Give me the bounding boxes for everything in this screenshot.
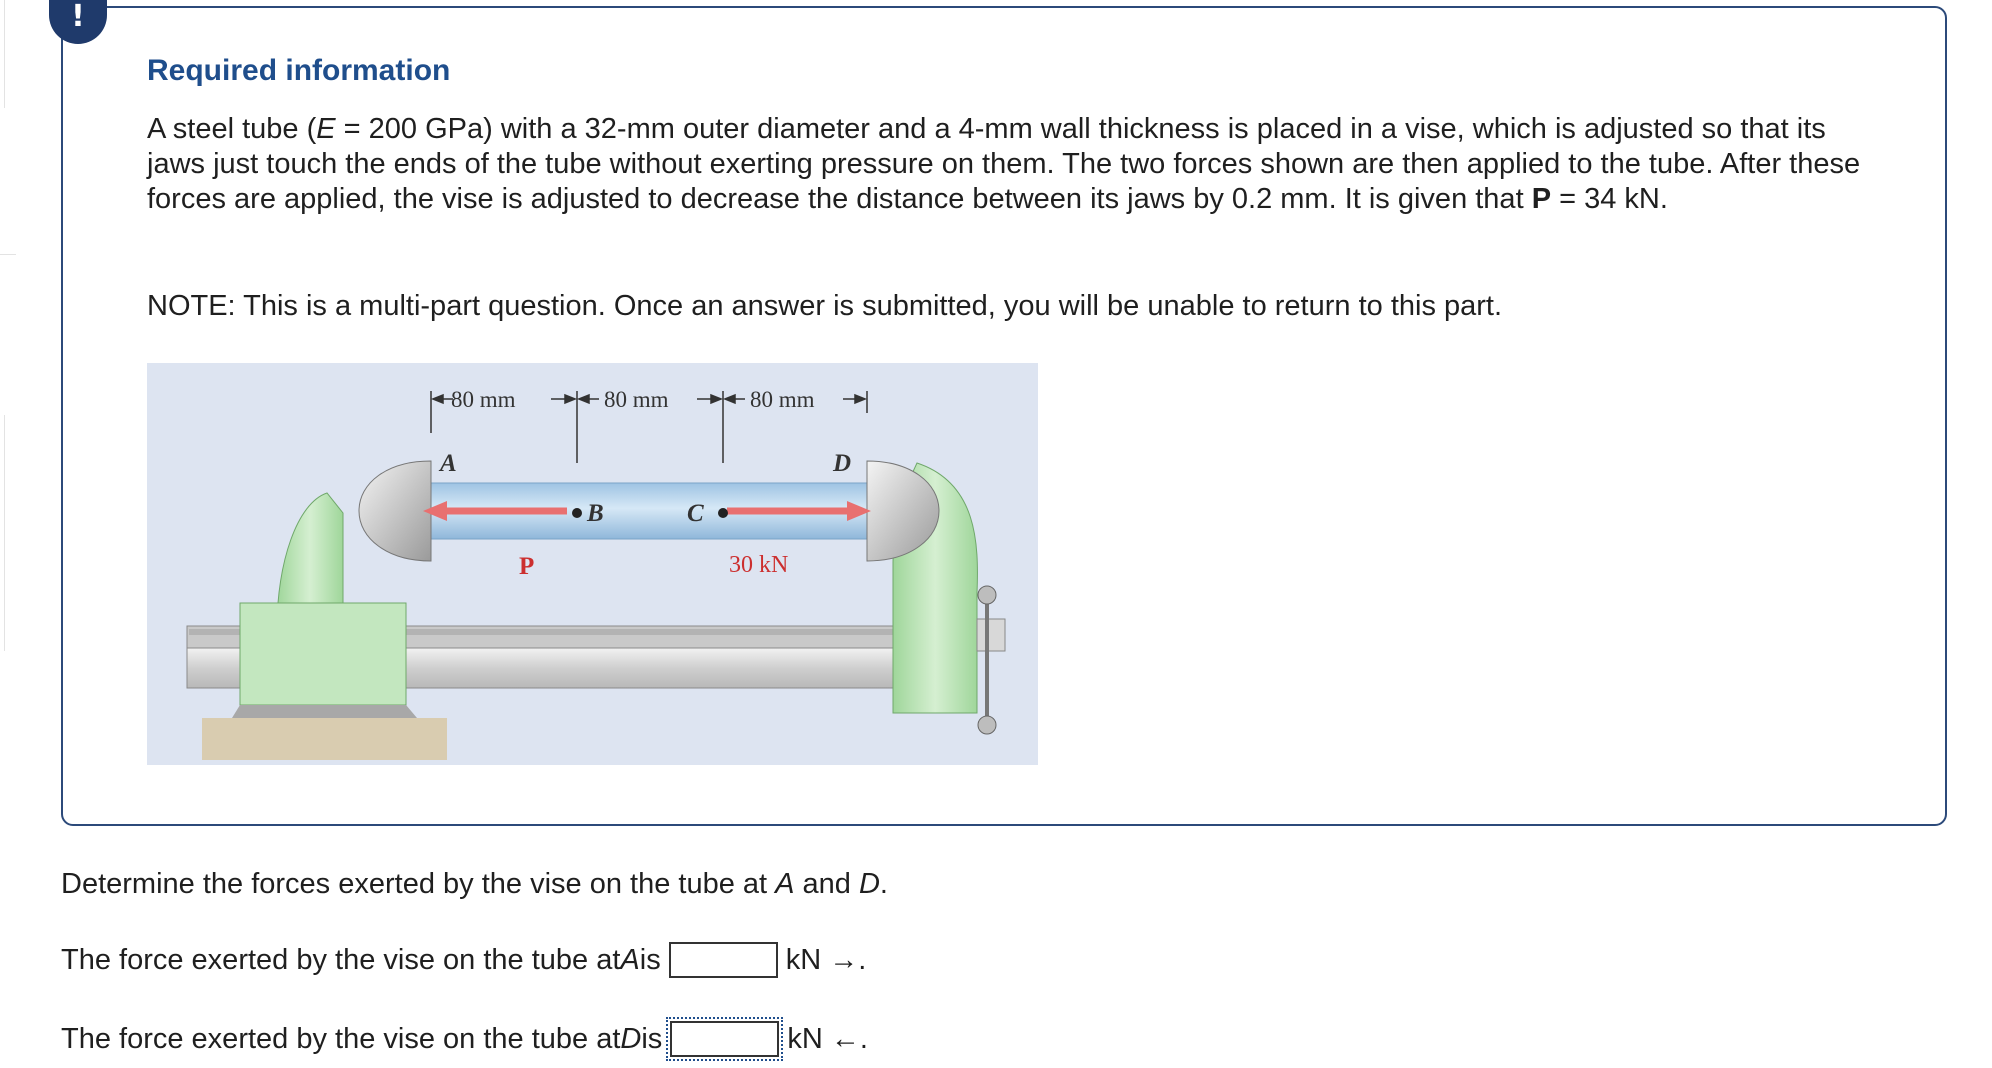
force-a-input[interactable] <box>669 942 778 978</box>
gutter-frame <box>0 0 5 108</box>
point-c-marker <box>718 508 728 518</box>
point-label-d: D <box>833 450 852 477</box>
left-vise-foot <box>232 705 417 718</box>
force-p-symbol: P <box>1531 183 1552 215</box>
answer-d-unit: kN <box>787 1022 823 1055</box>
modulus-symbol: E <box>316 113 336 145</box>
answer-a-prefix: The force exerted by the vise on the tube at <box>61 943 621 976</box>
left-vise-block <box>240 603 406 705</box>
answer-row-a <box>61 940 866 980</box>
dim-label-ab: 80 mm <box>451 387 516 412</box>
point-label-c: C <box>687 500 704 527</box>
bench-base <box>202 718 447 760</box>
point-b-marker <box>572 508 582 518</box>
answer-a-suffix: is <box>639 943 661 976</box>
dim-label-cd: 80 mm <box>750 387 815 412</box>
problem-statement: A steel tube (E = 200 GPa) with a 32-mm outer diameter and a 4-mm wall thickness is placed in a vise, which is adjusted so that its jaws just touch the ends of the tube without exerting pressure on them. The two forces shown are then applied to the tube. After these forces are applied, the vise is adjusted to decrease the distance between its jaws by 0.2 mm. It is given that P = 34 kN. <box>147 113 1861 215</box>
force-30kn-label: 30 kN <box>729 552 789 578</box>
answer-d-direction: ←. <box>830 1022 868 1055</box>
gutter-frame <box>0 415 5 651</box>
vise-diagram <box>147 363 1038 765</box>
answer-a-unit: kN <box>785 943 822 976</box>
problem-figure <box>147 363 1038 765</box>
answer-a-point: A <box>620 943 640 976</box>
gutter-divider <box>0 254 16 255</box>
alert-icon: ! <box>49 0 107 44</box>
answer-row-d <box>61 1019 868 1059</box>
vise-handle-knob-top <box>978 586 996 604</box>
point-label-b: B <box>587 500 604 527</box>
dim-label-bc: 80 mm <box>604 387 669 412</box>
point-label-a: A <box>440 450 457 477</box>
multipart-note: NOTE: This is a multi-part question. Once an answer is submitted, you will be unable to return to this part. <box>147 290 1503 322</box>
left-jaw-pad <box>359 461 431 561</box>
force-p-label: P <box>519 553 535 580</box>
vise-handle-knob-bottom <box>978 716 996 734</box>
answer-d-point: D <box>620 1022 642 1055</box>
answer-a-direction: →. <box>829 943 867 976</box>
answer-d-prefix: The force exerted by the vise on the tube at <box>61 1022 621 1055</box>
vise-screw-housing <box>977 619 1005 651</box>
answer-d-suffix: is <box>641 1022 663 1055</box>
force-d-input[interactable] <box>670 1021 779 1057</box>
focus-ring <box>666 1017 783 1061</box>
question-prompt: Determine the forces exerted by the vise on the tube at A and D. <box>61 868 888 900</box>
required-info-title: Required information <box>147 54 451 87</box>
